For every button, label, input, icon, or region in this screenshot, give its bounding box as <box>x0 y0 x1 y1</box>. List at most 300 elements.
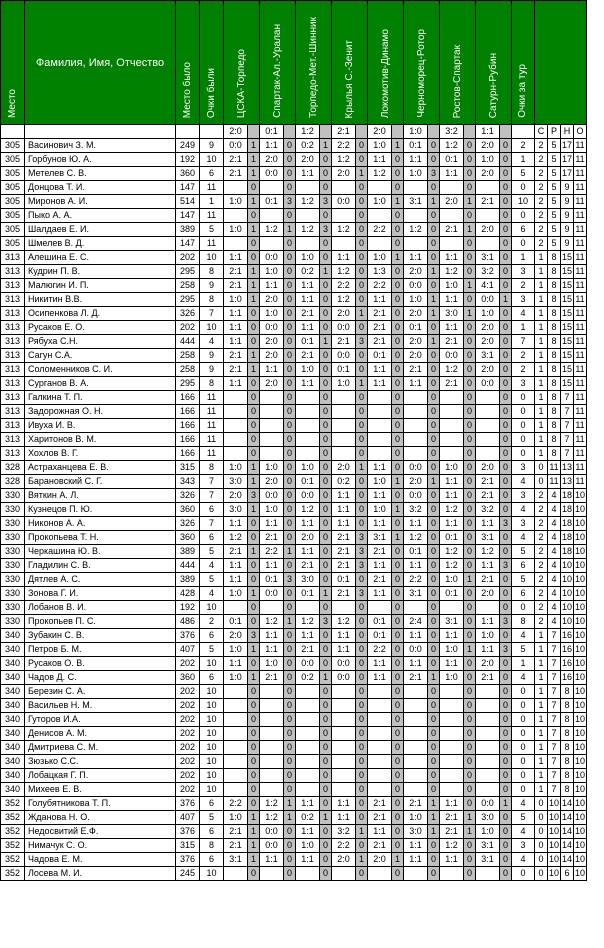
prediction-points-cell: 0 <box>248 181 260 195</box>
prediction-points-cell: 0 <box>320 461 332 475</box>
prediction-cell: 1:1 <box>404 153 428 167</box>
prev-points-cell: 10 <box>200 769 224 783</box>
table-row <box>1 797 587 811</box>
prediction-points-cell: 0 <box>356 391 368 405</box>
prev-place-cell: 428 <box>176 587 200 601</box>
prediction-cell: 1:0 <box>476 153 500 167</box>
prediction-cell: 2:0 <box>476 657 500 671</box>
prediction-cell: 0:0 <box>332 195 356 209</box>
prediction-cell: 0:1 <box>440 531 464 545</box>
table-row <box>1 195 587 209</box>
stat-n-cell: 14 <box>561 825 574 839</box>
prediction-cell: 2:1 <box>224 349 248 363</box>
prediction-points-cell: 1 <box>248 475 260 489</box>
prediction-cell <box>296 601 320 615</box>
prediction-points-cell: 0 <box>500 545 512 559</box>
prediction-cell: 1:0 <box>368 195 392 209</box>
prediction-cell: 3:1 <box>476 531 500 545</box>
header-match-6: Черноморец-Ротор <box>404 1 440 125</box>
prediction-points-cell: 0 <box>392 643 404 657</box>
prediction-cell <box>224 699 248 713</box>
prediction-points-cell: 1 <box>392 853 404 867</box>
prediction-cell: 1:1 <box>368 671 392 685</box>
prediction-points-cell: 0 <box>392 321 404 335</box>
prediction-cell: 1:2 <box>332 293 356 307</box>
prediction-points-cell: 0 <box>392 573 404 587</box>
prediction-points-cell: 0 <box>320 237 332 251</box>
stat-o-cell: 10 <box>574 797 587 811</box>
prev-place-cell: 202 <box>176 713 200 727</box>
prediction-cell: 0:1 <box>296 475 320 489</box>
prediction-points-cell: 0 <box>500 139 512 153</box>
prediction-points-cell: 3 <box>356 587 368 601</box>
prediction-cell: 1:1 <box>224 657 248 671</box>
prediction-cell: 1:1 <box>368 587 392 601</box>
prev-place-cell: 360 <box>176 531 200 545</box>
stat-r-cell: 10 <box>548 797 561 811</box>
prediction-points-cell: 0 <box>500 377 512 391</box>
prediction-points-cell: 0 <box>284 769 296 783</box>
prediction-points-cell: 0 <box>284 867 296 881</box>
prediction-cell <box>332 867 356 881</box>
prediction-cell: 0:0 <box>476 293 500 307</box>
prediction-points-cell: 0 <box>464 251 476 265</box>
stat-o-cell: 10 <box>574 615 587 629</box>
prediction-cell: 3:1 <box>476 839 500 853</box>
table-row <box>1 237 587 251</box>
prediction-cell: 2:1 <box>404 363 428 377</box>
prev-place-cell: 295 <box>176 293 200 307</box>
table-row <box>1 657 587 671</box>
prediction-cell: 2:1 <box>440 811 464 825</box>
prediction-points-cell: 0 <box>464 153 476 167</box>
header-mesto: Место <box>1 1 25 125</box>
table-row <box>1 335 587 349</box>
result-8: 1:1 <box>476 125 500 139</box>
prediction-points-cell: 0 <box>356 755 368 769</box>
prev-place-cell: 326 <box>176 517 200 531</box>
prev-points-cell: 9 <box>200 363 224 377</box>
prediction-cell: 1:0 <box>440 643 464 657</box>
prediction-points-cell: 3 <box>284 573 296 587</box>
prediction-cell: 1:2 <box>440 139 464 153</box>
stat-r-cell: 8 <box>548 419 561 433</box>
prediction-cell: 2:0 <box>224 489 248 503</box>
stat-r-cell: 5 <box>548 181 561 195</box>
prediction-points-cell: 0 <box>320 559 332 573</box>
prediction-points-cell: 0 <box>284 629 296 643</box>
round-points-cell: 3 <box>512 265 535 279</box>
prediction-cell <box>296 685 320 699</box>
stat-n-cell: 8 <box>561 699 574 713</box>
place-cell: 352 <box>1 867 25 881</box>
prediction-cell: 1:1 <box>476 615 500 629</box>
prediction-cell <box>296 237 320 251</box>
stat-o-cell: 10 <box>574 867 587 881</box>
stat-o-cell: 10 <box>574 573 587 587</box>
stat-r-cell: 10 <box>548 811 561 825</box>
prev-place-cell: 315 <box>176 839 200 853</box>
prediction-cell: 1:1 <box>440 853 464 867</box>
stat-r-cell: 4 <box>548 587 561 601</box>
prediction-points-cell: 0 <box>500 433 512 447</box>
header-mesto-bylo: Место было <box>176 1 200 125</box>
stat-o-cell: 10 <box>574 657 587 671</box>
stat-n-cell: 16 <box>561 657 574 671</box>
prediction-points-cell: 0 <box>284 643 296 657</box>
stat-s-cell: 1 <box>535 741 548 755</box>
table-row <box>1 867 587 881</box>
prev-points-cell: 9 <box>200 279 224 293</box>
prediction-points-cell: 0 <box>392 153 404 167</box>
prediction-cell: 2:1 <box>296 559 320 573</box>
name-cell: Вяткин А. Л. <box>25 489 176 503</box>
prediction-cell <box>404 447 428 461</box>
prediction-cell: 2:0 <box>476 139 500 153</box>
prediction-cell: 1:0 <box>404 811 428 825</box>
prediction-points-cell: 1 <box>248 811 260 825</box>
prediction-points-cell: 0 <box>392 363 404 377</box>
prediction-points-cell: 0 <box>356 839 368 853</box>
prediction-cell <box>476 405 500 419</box>
name-cell: Гладилин С. В. <box>25 559 176 573</box>
prediction-points-cell: 0 <box>320 167 332 181</box>
prediction-cell: 1:0 <box>260 503 284 517</box>
prediction-points-cell: 0 <box>428 741 440 755</box>
name-cell: Прокопьева Т. Н. <box>25 531 176 545</box>
prediction-points-cell: 0 <box>284 475 296 489</box>
prediction-points-cell: 1 <box>392 475 404 489</box>
prediction-cell: 2:1 <box>368 573 392 587</box>
table-row <box>1 419 587 433</box>
prediction-cell: 1:1 <box>260 643 284 657</box>
stat-r-cell: 8 <box>548 279 561 293</box>
prediction-points-cell: 0 <box>464 685 476 699</box>
prediction-cell: 1:0 <box>368 503 392 517</box>
prediction-cell: 1:0 <box>404 167 428 181</box>
prediction-points-cell: 1 <box>248 587 260 601</box>
prediction-cell: 0:0 <box>476 797 500 811</box>
prediction-points-cell: 1 <box>284 797 296 811</box>
stat-s-cell: 0 <box>535 461 548 475</box>
prediction-points-cell: 3 <box>248 489 260 503</box>
prev-points-cell: 6 <box>200 853 224 867</box>
prediction-cell: 1:0 <box>368 475 392 489</box>
prediction-cell: 2:0 <box>332 461 356 475</box>
place-cell: 305 <box>1 209 25 223</box>
round-points-cell: 0 <box>512 755 535 769</box>
prediction-points-cell: 0 <box>464 755 476 769</box>
place-cell: 330 <box>1 587 25 601</box>
prediction-points-cell: 1 <box>248 195 260 209</box>
prediction-cell: 1:1 <box>296 321 320 335</box>
prediction-points-cell: 0 <box>464 769 476 783</box>
prediction-points-cell: 0 <box>464 167 476 181</box>
prediction-cell <box>260 405 284 419</box>
round-points-cell: 3 <box>512 293 535 307</box>
prediction-cell: 1:1 <box>224 559 248 573</box>
prediction-cell <box>440 181 464 195</box>
prediction-cell: 1:1 <box>296 797 320 811</box>
prediction-points-cell: 0 <box>428 587 440 601</box>
stat-n-cell: 8 <box>561 741 574 755</box>
prediction-points-cell: 0 <box>320 433 332 447</box>
prediction-cell <box>440 405 464 419</box>
prediction-cell <box>368 741 392 755</box>
stat-s-cell: 1 <box>535 335 548 349</box>
prediction-cell <box>476 433 500 447</box>
table-row <box>1 181 587 195</box>
stat-r-cell: 5 <box>548 223 561 237</box>
prediction-cell <box>332 755 356 769</box>
prediction-points-cell: 0 <box>356 237 368 251</box>
prev-points-cell: 8 <box>200 377 224 391</box>
name-cell: Лобацкая Г. П. <box>25 769 176 783</box>
prediction-cell <box>368 783 392 797</box>
prev-points-cell: 11 <box>200 181 224 195</box>
prediction-points-cell: 0 <box>392 727 404 741</box>
prediction-cell <box>440 391 464 405</box>
name-cell: Русаков Е. О. <box>25 321 176 335</box>
stat-s-cell: 2 <box>535 153 548 167</box>
stat-s-cell: 2 <box>535 573 548 587</box>
stat-s-cell: 1 <box>535 433 548 447</box>
prediction-cell: 1:2 <box>440 503 464 517</box>
prediction-points-cell: 0 <box>356 783 368 797</box>
stat-r-cell: 7 <box>548 629 561 643</box>
prediction-cell: 1:2 <box>332 265 356 279</box>
table-row <box>1 321 587 335</box>
prediction-points-cell: 0 <box>284 741 296 755</box>
prev-place-cell: 376 <box>176 825 200 839</box>
prediction-cell: 2:0 <box>476 167 500 181</box>
prev-points-cell: 11 <box>200 433 224 447</box>
table-row <box>1 587 587 601</box>
stat-o-cell: 10 <box>574 741 587 755</box>
prediction-cell: 2:0 <box>260 349 284 363</box>
stat-header-r: Р <box>548 125 561 139</box>
prediction-points-cell: 0 <box>500 853 512 867</box>
stat-r-cell: 7 <box>548 713 561 727</box>
prediction-cell: 0:0 <box>296 657 320 671</box>
round-points-cell: 6 <box>512 559 535 573</box>
prediction-points-cell: 0 <box>356 209 368 223</box>
prediction-points-cell: 0 <box>356 811 368 825</box>
prediction-cell <box>260 713 284 727</box>
prediction-cell <box>476 867 500 881</box>
prev-place-cell: 389 <box>176 573 200 587</box>
stat-o-cell: 11 <box>574 139 587 153</box>
prediction-points-cell: 0 <box>284 489 296 503</box>
place-cell: 313 <box>1 349 25 363</box>
prediction-cell: 2:2 <box>332 839 356 853</box>
prediction-points-cell: 3 <box>500 517 512 531</box>
prediction-cell: 1:1 <box>404 377 428 391</box>
prediction-cell: 1:3 <box>368 265 392 279</box>
prediction-cell: 2:1 <box>368 811 392 825</box>
prediction-points-cell: 0 <box>464 237 476 251</box>
prediction-points-cell: 0 <box>284 657 296 671</box>
prediction-points-cell: 0 <box>284 433 296 447</box>
prediction-points-cell: 1 <box>428 195 440 209</box>
table-row <box>1 559 587 573</box>
prediction-points-cell: 0 <box>500 629 512 643</box>
stat-n-cell: 15 <box>561 377 574 391</box>
prediction-cell <box>224 601 248 615</box>
prediction-cell: 4:1 <box>476 279 500 293</box>
prev-place-cell: 147 <box>176 181 200 195</box>
prediction-cell: 0:1 <box>332 363 356 377</box>
prediction-points-cell: 0 <box>392 167 404 181</box>
prediction-cell: 1:1 <box>296 629 320 643</box>
prediction-points-cell: 0 <box>320 685 332 699</box>
prediction-points-cell: 1 <box>284 545 296 559</box>
name-cell: Барановский С. Г. <box>25 475 176 489</box>
prediction-cell: 3:0 <box>296 573 320 587</box>
prediction-points-cell: 0 <box>500 755 512 769</box>
prediction-points-cell: 0 <box>284 321 296 335</box>
round-points-cell: 1 <box>512 321 535 335</box>
prediction-points-cell: 0 <box>356 321 368 335</box>
table-row <box>1 853 587 867</box>
stat-o-cell: 11 <box>574 181 587 195</box>
prev-points-cell: 11 <box>200 237 224 251</box>
stat-s-cell: 0 <box>535 797 548 811</box>
prediction-cell: 1:1 <box>440 517 464 531</box>
prediction-points-cell: 1 <box>248 503 260 517</box>
prediction-points-cell: 0 <box>392 629 404 643</box>
prediction-cell: 2:1 <box>440 223 464 237</box>
prediction-cell: 1:2 <box>296 195 320 209</box>
stat-n-cell: 17 <box>561 153 574 167</box>
prev-place-cell: 166 <box>176 391 200 405</box>
prediction-points-cell: 0 <box>248 657 260 671</box>
prev-place-cell: 249 <box>176 139 200 153</box>
stat-s-cell: 2 <box>535 139 548 153</box>
stat-n-cell: 16 <box>561 629 574 643</box>
prediction-points-cell: 0 <box>500 839 512 853</box>
prediction-points-cell: 0 <box>392 293 404 307</box>
prediction-points-cell: 0 <box>428 573 440 587</box>
stat-n-cell: 8 <box>561 769 574 783</box>
prediction-cell: 1:0 <box>404 293 428 307</box>
stat-r-cell: 5 <box>548 139 561 153</box>
prediction-points-cell: 0 <box>464 713 476 727</box>
name-cell: Дятлев А. С. <box>25 573 176 587</box>
prediction-points-cell: 0 <box>464 783 476 797</box>
header-stats-block <box>535 1 587 125</box>
prediction-points-cell: 0 <box>428 153 440 167</box>
prediction-points-cell: 0 <box>248 531 260 545</box>
prediction-points-cell: 0 <box>428 363 440 377</box>
prediction-points-cell: 0 <box>500 349 512 363</box>
prediction-points-cell: 0 <box>392 657 404 671</box>
table-row <box>1 769 587 783</box>
table-row <box>1 503 587 517</box>
prediction-points-cell: 0 <box>320 279 332 293</box>
prev-points-cell: 6 <box>200 629 224 643</box>
place-cell: 328 <box>1 475 25 489</box>
prediction-points-cell: 1 <box>320 265 332 279</box>
prediction-cell <box>296 727 320 741</box>
prediction-points-cell: 0 <box>428 699 440 713</box>
table-row <box>1 811 587 825</box>
name-cell: Миронов А. И. <box>25 195 176 209</box>
table-row <box>1 545 587 559</box>
prediction-points-cell: 0 <box>428 615 440 629</box>
prev-place-cell: 245 <box>176 867 200 881</box>
round-points-cell: 0 <box>512 405 535 419</box>
prediction-points-cell: 0 <box>248 755 260 769</box>
prediction-cell <box>368 685 392 699</box>
prev-points-cell: 10 <box>200 741 224 755</box>
prediction-cell <box>476 237 500 251</box>
stat-s-cell: 1 <box>535 769 548 783</box>
prediction-cell: 1:0 <box>476 629 500 643</box>
round-points-cell: 0 <box>512 433 535 447</box>
prev-points-cell: 11 <box>200 391 224 405</box>
prediction-cell: 2:0 <box>332 853 356 867</box>
prev-points-cell: 10 <box>200 867 224 881</box>
prediction-cell: 2:2 <box>404 573 428 587</box>
name-cell: Жданова Н. О. <box>25 811 176 825</box>
stat-o-cell: 11 <box>574 447 587 461</box>
prediction-cell: 1:1 <box>224 573 248 587</box>
prediction-cell: 2:0 <box>404 265 428 279</box>
prediction-cell: 1:0 <box>476 307 500 321</box>
stat-s-cell: 2 <box>535 209 548 223</box>
prediction-points-cell: 1 <box>248 153 260 167</box>
place-cell: 313 <box>1 265 25 279</box>
prediction-cell: 1:1 <box>260 139 284 153</box>
prediction-cell: 1:1 <box>476 517 500 531</box>
prediction-cell: 1:1 <box>224 321 248 335</box>
stat-s-cell: 1 <box>535 755 548 769</box>
prediction-points-cell: 0 <box>284 307 296 321</box>
prediction-cell: 2:0 <box>476 587 500 601</box>
prediction-cell <box>476 755 500 769</box>
prediction-points-cell: 0 <box>356 223 368 237</box>
prediction-points-cell: 0 <box>464 461 476 475</box>
table-row <box>1 685 587 699</box>
prediction-cell: 1:1 <box>368 825 392 839</box>
stat-r-cell: 8 <box>548 321 561 335</box>
prediction-points-cell: 0 <box>428 349 440 363</box>
prev-place-cell: 407 <box>176 811 200 825</box>
prediction-cell <box>296 867 320 881</box>
prediction-cell <box>368 713 392 727</box>
prediction-cell: 2:1 <box>368 307 392 321</box>
stat-n-cell: 8 <box>561 727 574 741</box>
prediction-cell: 1:0 <box>224 587 248 601</box>
prediction-cell <box>332 601 356 615</box>
prediction-cell: 0:0 <box>404 489 428 503</box>
place-cell: 313 <box>1 419 25 433</box>
stat-s-cell: 1 <box>535 643 548 657</box>
prediction-points-cell: 0 <box>428 251 440 265</box>
prediction-points-cell: 0 <box>392 181 404 195</box>
prediction-cell <box>368 727 392 741</box>
stat-s-cell: 0 <box>535 825 548 839</box>
table-row <box>1 517 587 531</box>
prediction-points-cell: 0 <box>464 671 476 685</box>
name-cell: Зюзько С.С. <box>25 755 176 769</box>
prediction-cell: 2:1 <box>368 839 392 853</box>
prediction-cell: 2:0 <box>224 629 248 643</box>
prediction-cell: 1:2 <box>296 223 320 237</box>
prediction-points-cell: 0 <box>464 489 476 503</box>
round-points-cell: 4 <box>512 475 535 489</box>
